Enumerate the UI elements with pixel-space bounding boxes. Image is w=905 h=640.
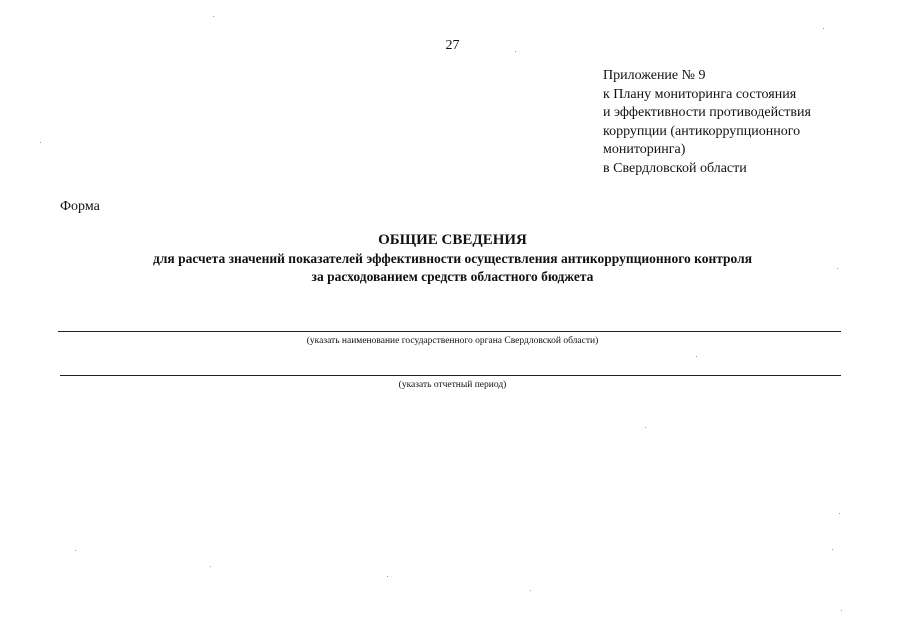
page-number: 27 bbox=[445, 38, 460, 53]
scan-speck bbox=[40, 142, 41, 143]
document-subtitle-line-2: за расходованием средств областного бюджета bbox=[311, 269, 594, 284]
appendix-line: в Свердловской области bbox=[603, 160, 747, 176]
scan-speck bbox=[837, 268, 838, 269]
document-subtitle-line-1: для расчета значений показателей эффективности осуществления антикоррупционного контроля bbox=[152, 251, 753, 266]
appendix-line: и эффективности противодействия bbox=[603, 105, 811, 120]
scan-speck bbox=[832, 549, 833, 550]
scan-speck bbox=[530, 590, 531, 591]
scan-speck bbox=[515, 51, 516, 52]
appendix-line: Приложение № 9 bbox=[603, 68, 706, 83]
scan-speck bbox=[213, 16, 214, 17]
appendix-line: к Плану мониторинга состояния bbox=[603, 86, 797, 102]
scan-speck bbox=[841, 610, 842, 611]
reporting-period-line bbox=[60, 375, 841, 376]
reporting-period-caption: (указать отчетный период) bbox=[398, 380, 507, 390]
scan-speck bbox=[210, 566, 211, 567]
scan-speck bbox=[75, 550, 76, 551]
scan-speck bbox=[387, 576, 388, 577]
organ-name-line bbox=[58, 331, 841, 332]
scan-speck bbox=[823, 28, 824, 29]
scan-speck bbox=[645, 427, 646, 428]
appendix-line: коррупции (антикоррупционного bbox=[603, 123, 801, 139]
appendix-line: мониторинга) bbox=[603, 142, 686, 157]
scan-speck bbox=[696, 356, 697, 357]
form-label: Форма bbox=[60, 199, 100, 214]
appendix-block bbox=[603, 67, 863, 178]
document-title: ОБЩИЕ СВЕДЕНИЯ bbox=[378, 232, 527, 248]
organ-name-caption: (указать наименование государственного органа Свердловской области) bbox=[306, 336, 599, 346]
scan-speck bbox=[839, 513, 840, 514]
